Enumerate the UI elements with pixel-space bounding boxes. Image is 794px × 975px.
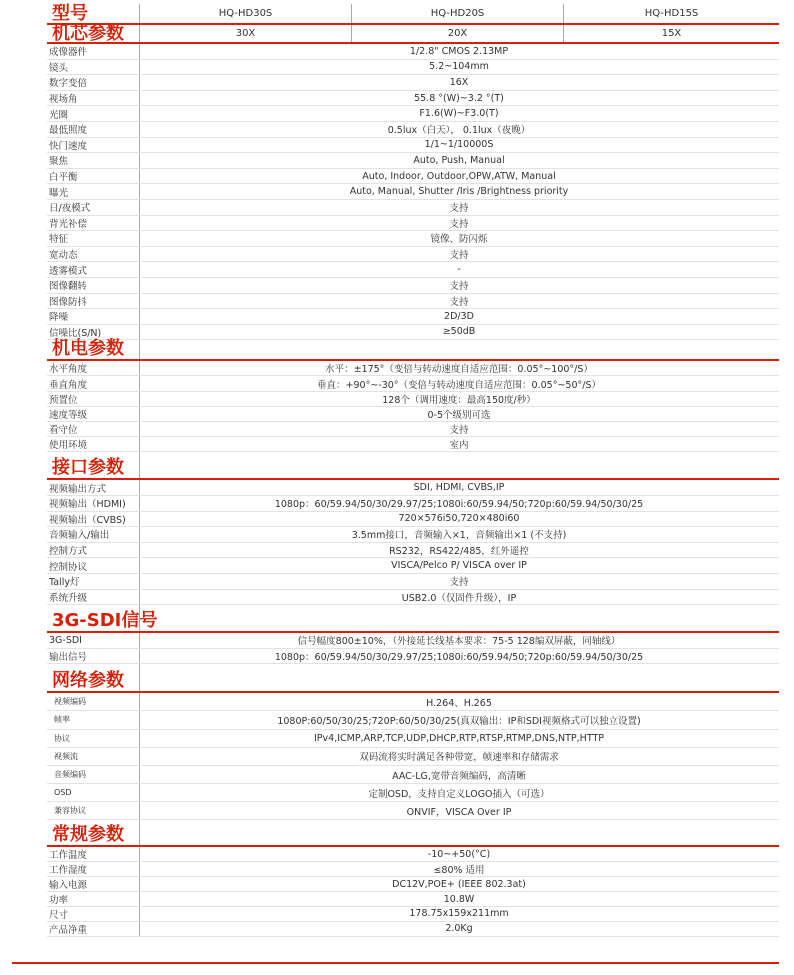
spec-value: 支持 [449, 296, 469, 308]
spec-label: 尺寸 [49, 909, 69, 921]
spec-label: 工作湿度 [49, 865, 88, 877]
spec-label: 控制协议 [49, 561, 88, 573]
spec-label: 视频输出（HDMI) [49, 499, 126, 511]
spec-row [47, 730, 779, 748]
spec-label: 视频输出方式 [49, 483, 107, 495]
sdi-rows [47, 633, 779, 664]
zoom-cell: 30X [139, 25, 351, 42]
spec-value: Auto, Manual, Shutter /Iris /Brightness priority [349, 186, 569, 198]
spec-row [47, 922, 779, 937]
spec-value: 1/1~1/10000S [424, 139, 494, 151]
spec-label: 使用环境 [49, 440, 88, 452]
spec-row [47, 527, 779, 543]
spec-value: 镜像、防闪烁 [430, 234, 488, 246]
spec-value: Auto, Indoor, Outdoor,OPW,ATW, Manual [362, 170, 556, 182]
spec-label: 视频流 [54, 751, 78, 761]
spec-value: 128个（调用速度：最高150度/秒） [382, 394, 536, 406]
spec-value: 支持 [449, 218, 469, 230]
spec-value: -10~+50(°C) [427, 848, 491, 860]
spec-label: 光圈 [49, 109, 69, 121]
model-row [47, 4, 779, 25]
spec-label: 看守位 [49, 425, 78, 437]
spec-row [47, 437, 779, 452]
spec-row [47, 496, 779, 512]
spec-value: 定制OSD，支持自定义LOGO插入（可选） [368, 788, 550, 800]
spec-label: 图像防抖 [49, 296, 88, 308]
spec-row [47, 325, 779, 341]
spec-row [47, 106, 779, 122]
general-section-header [47, 820, 779, 847]
section-title: 3G-SDI信号 [52, 610, 158, 632]
spec-row [47, 512, 779, 528]
spec-value: 2D/3D [444, 310, 474, 322]
camera-rows [47, 44, 779, 340]
spec-value: ONVIF，VISCA Over IP [406, 806, 512, 818]
spec-value: 支持 [449, 203, 469, 215]
spec-label: 背光补偿 [49, 218, 88, 230]
spec-row [47, 376, 779, 391]
spec-label: 透雾模式 [49, 265, 88, 277]
spec-label: 功率 [49, 895, 69, 907]
footer-divider [12, 962, 779, 964]
spec-row [47, 558, 779, 574]
spec-row [47, 711, 779, 729]
spec-row [47, 216, 779, 232]
spec-row [47, 407, 779, 422]
spec-value: 178.75x159x211mm [409, 908, 509, 920]
spec-label: 成像器件 [49, 47, 88, 59]
spec-label: 数字变倍 [49, 78, 88, 90]
spec-value: 垂直：+90°~-30°（变倍与转动速度自适应范围：0.05°~50°/S） [317, 379, 601, 391]
spec-label: 输入电源 [49, 880, 88, 892]
spec-label: Tally灯 [49, 577, 80, 589]
model-cell: HQ-HD20S [351, 4, 563, 23]
spec-label: 镜头 [49, 62, 69, 74]
spec-label: 日/夜模式 [49, 203, 91, 215]
camera-section-header [47, 22, 779, 44]
spec-label: 视频编码 [54, 697, 86, 707]
spec-value: 双码流将实时满足各种带宽，帧速率和存储需求 [359, 752, 559, 764]
spec-label: 音频编码 [54, 770, 86, 779]
spec-value: DC12V,POE+ (IEEE 802.3at) [392, 878, 526, 890]
spec-value: AAC-LG,宽带音频编码，高清晰 [392, 770, 526, 782]
spec-value: 1080p：60/59.94/50/30/29.97/25;1080i:60/59.94/50;720p:60/59.94/50/30/25 [274, 499, 644, 511]
interface-rows [47, 480, 779, 605]
spec-row [47, 169, 779, 185]
network-section-header [47, 664, 779, 693]
spec-row [47, 122, 779, 138]
spec-row [47, 574, 779, 590]
spec-value: IPv4,ICMP,ARP,TCP,UDP,DHCP,RTP,RTSP,RTMP,DNS,NTP,HTTP [314, 732, 604, 744]
spec-label: 3G-SDI [49, 634, 82, 646]
spec-row [47, 748, 779, 766]
spec-row [47, 649, 779, 665]
spec-label: 协议 [54, 733, 70, 743]
spec-row [47, 278, 779, 294]
sdi-section-header [47, 605, 779, 633]
spec-row [47, 60, 779, 76]
spec-value: 1080p：60/59.94/50/30/29.97/25;1080i:60/59.94/50;720p:60/59.94/50/30/25 [274, 651, 644, 663]
spec-label: 降噪 [49, 312, 69, 324]
spec-row [47, 138, 779, 154]
spec-label: 音频输入/输出 [49, 530, 110, 542]
spec-label: 视频输出（CVBS) [49, 514, 126, 526]
spec-value: 2.0Kg [445, 923, 473, 935]
spec-row [47, 247, 779, 263]
spec-label: 曝光 [49, 187, 69, 199]
spec-label: 聚焦 [49, 156, 69, 168]
spec-row [47, 91, 779, 107]
spec-row [47, 480, 779, 496]
spec-value: Auto, Push, Manual [413, 154, 505, 166]
spec-value: ≥50dB [442, 326, 476, 338]
spec-row [47, 184, 779, 200]
spec-label: 垂直角度 [49, 379, 88, 391]
spec-row [47, 784, 779, 802]
spec-value: SDI, HDMI, CVBS,IP [413, 482, 505, 494]
zoom-cell: 20X [351, 25, 563, 42]
mechanical-rows [47, 361, 779, 452]
spec-label: 产品净重 [49, 924, 88, 936]
spec-label: OSD [54, 788, 72, 798]
spec-row [47, 633, 779, 649]
spec-label: 速度等级 [49, 409, 88, 421]
spec-value: 支持 [449, 577, 469, 589]
spec-value: 3.5mm接口，音频输入×1，音频输出×1 (不支持) [351, 530, 567, 542]
spec-row [47, 862, 779, 877]
section-title: 接口参数 [52, 457, 124, 479]
section-title: 常规参数 [52, 824, 124, 846]
network-rows [47, 693, 779, 820]
spec-row [47, 907, 779, 922]
spec-label: 输出信号 [49, 651, 88, 663]
spec-row [47, 361, 779, 376]
spec-row [47, 262, 779, 278]
spec-value: H.264、H.265 [426, 697, 492, 709]
spec-row [47, 75, 779, 91]
spec-label: 工作温度 [49, 850, 88, 862]
spec-row [47, 892, 779, 907]
spec-row [47, 309, 779, 325]
spec-row [47, 153, 779, 169]
spec-value: 10.8W [443, 893, 475, 905]
spec-label: 最低照度 [49, 125, 88, 137]
interface-section-header [47, 452, 779, 480]
spec-row [47, 44, 779, 60]
spec-label: 兼容协议 [54, 806, 86, 816]
spec-row [47, 847, 779, 862]
section-title: 机电参数 [52, 338, 124, 360]
section-title: 机芯参数 [52, 22, 124, 44]
spec-row [47, 543, 779, 559]
spec-value: 5.2~104mm [429, 61, 489, 73]
spec-label: 宽动态 [49, 250, 78, 262]
spec-label: 预置位 [49, 394, 78, 406]
spec-value: RS232，RS422/485，红外遥控 [389, 546, 529, 558]
spec-value: 支持 [449, 281, 469, 293]
spec-row [47, 392, 779, 407]
spec-value: 55.8 °(W)~3.2 °(T) [414, 92, 504, 104]
spec-label: 帧率 [54, 715, 70, 725]
spec-value: 1080P:60/50/30/25;720P:60/50/30/25(真双输出：IP和SDI视频格式可以独立设置) [277, 715, 641, 727]
spec-value: 支持 [449, 425, 469, 437]
spec-label: 水平角度 [49, 364, 88, 376]
spec-row [47, 766, 779, 784]
spec-row [47, 693, 779, 711]
mechanical-section-header [47, 340, 779, 361]
spec-value: VISCA/Pelco P/ VISCA over IP [391, 560, 527, 572]
spec-row [47, 877, 779, 892]
zoom-cell: 15X [563, 25, 779, 42]
spec-row [47, 422, 779, 437]
spec-value: 信号幅度800±10%，（外接延长线基本要求：75-5 128编双屏蔽，同轴线） [297, 636, 621, 648]
spec-label: 白平衡 [49, 172, 78, 184]
spec-value: 0.5lux（白天）， 0.1lux（夜晚） [387, 125, 531, 137]
spec-value: 1/2.8" CMOS 2.13MP [409, 45, 509, 57]
spec-label: 系统升级 [49, 592, 88, 604]
spec-row [47, 200, 779, 216]
spec-row [47, 294, 779, 310]
model-cell: HQ-HD30S [139, 4, 351, 23]
spec-value: F1.6(W)~F3.0(T) [419, 108, 499, 120]
spec-value: 720×576i50,720×480i60 [398, 513, 520, 525]
spec-label: 图像翻转 [49, 281, 88, 293]
model-heading: 型号 [52, 2, 88, 24]
spec-sheet [47, 4, 779, 937]
spec-label: 快门速度 [49, 140, 88, 152]
spec-row [47, 802, 779, 820]
section-title: 网络参数 [52, 670, 124, 692]
spec-value: - [457, 264, 461, 276]
spec-label: 特征 [49, 234, 69, 246]
spec-value: USB2.0（仅固件升级），IP [401, 592, 517, 604]
spec-value: 水平：±175°（变倍与转动速度自适应范围：0.05°~100°/S） [325, 364, 593, 376]
spec-value: 0-5个级别可选 [427, 409, 491, 421]
spec-label: 信噪比(S/N) [49, 327, 102, 339]
spec-value: 16X [449, 76, 469, 88]
spec-value: 支持 [449, 250, 469, 262]
spec-label: 视场角 [49, 94, 78, 106]
general-rows [47, 847, 779, 936]
model-cell: HQ-HD15S [563, 4, 779, 23]
spec-value: ≤80% 适用 [433, 865, 485, 877]
spec-value: 室内 [449, 440, 469, 452]
spec-row [47, 231, 779, 247]
spec-label: 控制方式 [49, 546, 88, 558]
spec-row [47, 590, 779, 606]
